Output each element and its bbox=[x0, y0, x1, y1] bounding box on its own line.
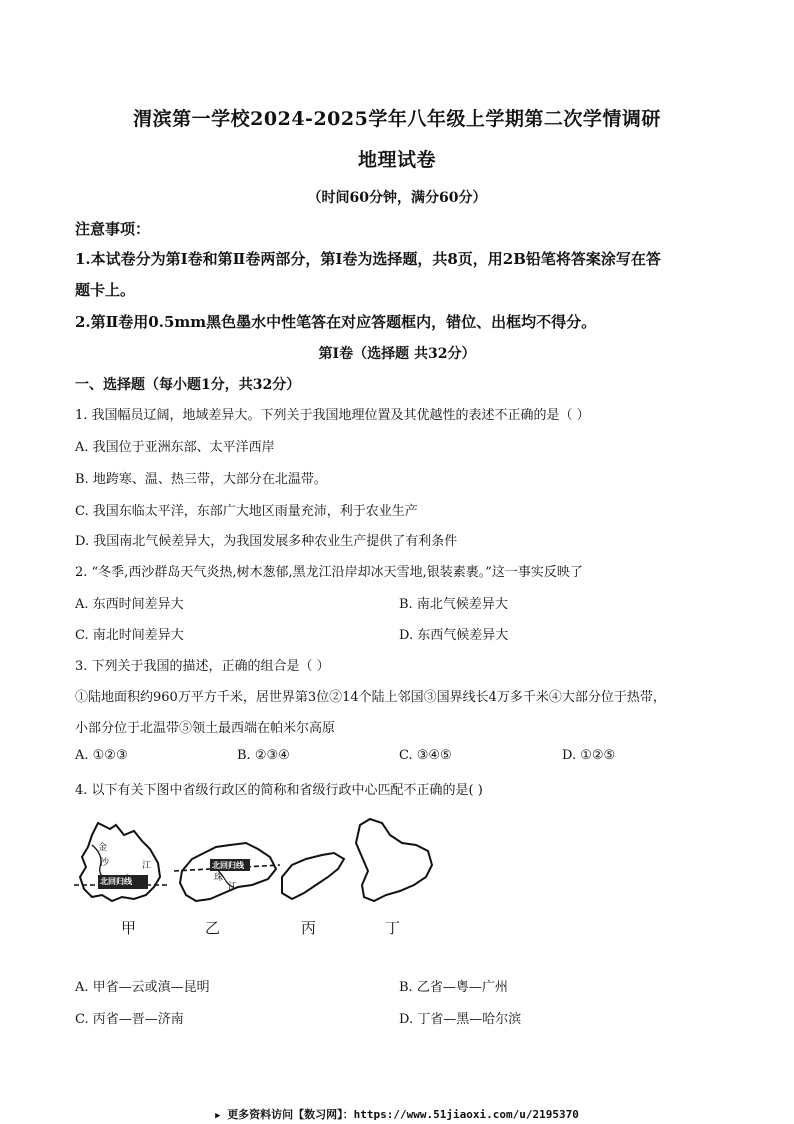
exam-title: 渭滨第一学校2024-2025学年八年级上学期第二次学情调研 bbox=[133, 108, 661, 130]
notice-heading: 注意事项： bbox=[75, 220, 151, 238]
q3-statement-line1: ①陆地面积约960万平方千米，居世界第3位②14个陆上邻国③国界线长4万多千米④大部分位于热带， bbox=[75, 690, 666, 705]
q4-option-a: A. 甲省—云或滇—昆明 bbox=[75, 980, 210, 995]
q1-stem: 1. 我国幅员辽阔，地域差异大。下列关于我国地理位置及其优越性的表述不正确的是（ ） bbox=[75, 408, 590, 423]
notice-item1-line1: 1.本试卷分为第Ⅰ卷和第Ⅱ卷两部分，第Ⅰ卷为选择题，共8页，用2B铅笔将答案涂写在答 bbox=[75, 250, 661, 268]
province-bing-outline bbox=[282, 853, 344, 899]
map-caption-bing: 丙 bbox=[301, 919, 317, 937]
map-label-jiang: 江 bbox=[142, 861, 152, 871]
q4-option-d: D. 丁省—黑—哈尔滨 bbox=[399, 1012, 522, 1027]
q1-option-a: A. 我国位于亚洲东部、太平洋西岸 bbox=[75, 440, 275, 455]
map-label-sha: 沙 bbox=[100, 858, 110, 868]
map-label-jin: 金 bbox=[98, 843, 108, 853]
q4-option-c: C. 丙省—晋—济南 bbox=[75, 1012, 184, 1027]
map-label-tropic-jia: 北回归线 bbox=[100, 876, 132, 886]
time-info: （时间60分钟，满分60分） bbox=[307, 190, 487, 206]
q3-option-d: D. ①②⑤ bbox=[562, 748, 616, 763]
map-caption-jia: 甲 bbox=[121, 919, 137, 937]
q3-statement-line2: 小部分位于北温带⑤领土最西端在帕米尔高原 bbox=[75, 721, 336, 736]
q1-option-c: C. 我国东临太平洋，东部广大地区雨量充沛，利于农业生产 bbox=[75, 504, 418, 519]
notice-item2: 2.第Ⅱ卷用0.5mm黑色墨水中性笔答在对应答题框内，错位、出框均不得分。 bbox=[75, 313, 597, 331]
q2-option-d: D. 东西气候差异大 bbox=[399, 628, 509, 643]
map-caption-yi: 乙 bbox=[205, 919, 221, 937]
q4-stem: 4. 以下有关下图中省级行政区的简称和省级行政中心匹配不正确的是( ) bbox=[75, 783, 483, 798]
exam-subtitle: 地理试卷 bbox=[357, 149, 436, 171]
section-heading: 一、选择题（每小题1分，共32分） bbox=[75, 377, 301, 393]
notice-item1-line2: 题卡上。 bbox=[75, 281, 136, 299]
map-label-tropic-yi: 北回归线 bbox=[212, 860, 244, 870]
footer-link[interactable] bbox=[0, 1106, 794, 1122]
q4-option-b: B. 乙省—粤—广州 bbox=[399, 980, 508, 995]
q3-option-b: B. ②③④ bbox=[237, 748, 290, 763]
q3-option-c: C. ③④⑤ bbox=[399, 748, 452, 763]
map-caption-ding: 丁 bbox=[385, 919, 401, 937]
q2-option-a: A. 东西时间差异大 bbox=[75, 597, 184, 612]
q2-option-b: B. 南北气候差异大 bbox=[399, 597, 508, 612]
province-yi-outline bbox=[180, 843, 276, 901]
q3-stem: 3. 下列关于我国的描述，正确的组合是（ ） bbox=[75, 659, 330, 674]
q2-stem: 2. “冬季,西沙群岛天气炎热,树木葱郁,黑龙江沿岸却冰天雪地,银装素裹。”这一事实反映了 bbox=[75, 565, 583, 580]
map-label-jiang2: 江 bbox=[228, 882, 238, 892]
map-label-zhu: 珠 bbox=[214, 873, 224, 883]
q2-option-c: C. 南北时间差异大 bbox=[75, 628, 184, 643]
part-title: 第Ⅰ卷（选择题 共32分） bbox=[318, 346, 476, 362]
q1-option-b: B. 地跨寒、温、热三带，大部分在北温带。 bbox=[75, 472, 327, 487]
province-ding-outline bbox=[356, 819, 432, 901]
flag-icon: ▶ bbox=[215, 1111, 221, 1121]
footer-text: 更多资料访问【数习网】：https://www.51jiaoxi.com/u/2195370 bbox=[227, 1108, 579, 1121]
q3-option-a: A. ①②③ bbox=[75, 748, 128, 763]
q1-option-d: D. 我国南北气候差异大，为我国发展多种农业生产提供了有利条件 bbox=[75, 534, 458, 549]
